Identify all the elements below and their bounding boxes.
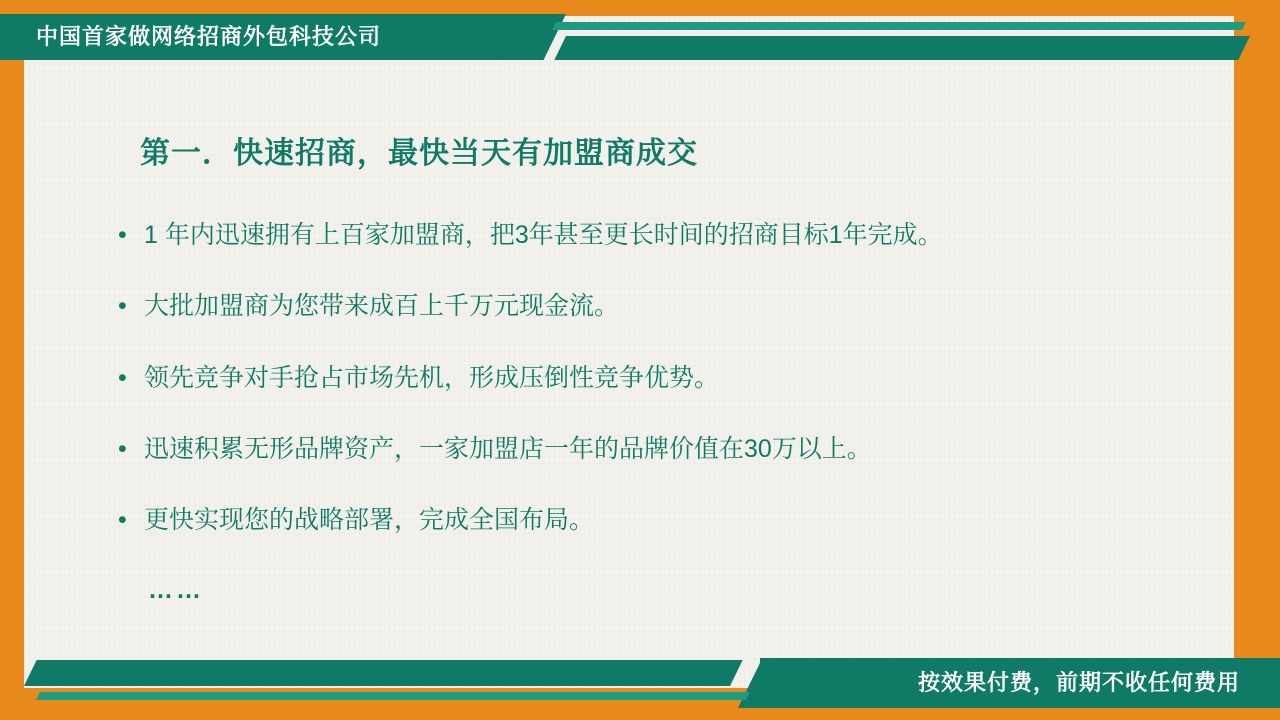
list-item [118,220,1210,251]
footer-title: 按效果付费，前期不收任何费用 [917,670,1240,695]
list-item-text: 领先竞争对手抢占市场先机，形成压倒性竞争优势。 [144,363,720,392]
header-banner [0,14,1280,60]
list-item [118,434,1210,465]
bullet-dot-icon: • [118,221,127,249]
slide-content [110,110,1210,605]
list-item [118,363,1210,394]
bullet-dot-icon: • [118,506,127,534]
list-item-text: 更快实现您的战略部署，完成全国布局。 [144,506,595,534]
footer-stripe-dark [24,660,743,686]
list-item-text: 大批加盟商为您带来成百上千万元现金流。 [144,292,620,321]
footer-stripe-light [36,692,750,700]
list-item-text: 1 年内迅速拥有上百家加盟商，把3年甚至更长时间的招商目标1年完成。 [144,221,943,249]
footer-banner [0,658,1280,708]
list-item [118,505,1210,536]
bullet-dot-icon: • [118,363,127,392]
list-item [118,291,1210,322]
bullet-dot-icon: • [118,292,127,321]
bullet-dot-icon: • [118,434,127,463]
ellipsis-text: …… [148,576,204,605]
list-item-text: 迅速积累无形品牌资产，一家加盟店一年的品牌价值在30万以上。 [144,434,872,463]
page-title: 第一．快速招商，最快当天有加盟商成交 [140,137,698,170]
bullet-list [118,220,1210,536]
header-title: 中国首家做网络招商外包科技公司 [36,24,382,49]
header-stripe-dark [554,36,1250,60]
header-stripe-light [552,22,1246,30]
